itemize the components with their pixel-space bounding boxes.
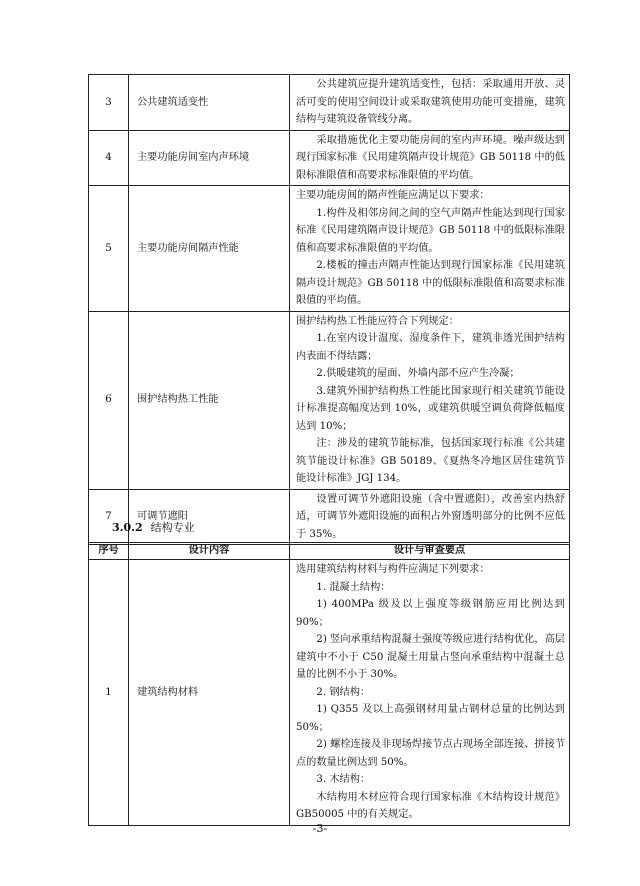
requirement-line: 1) Q355 及以上高强钢材用量占钢材总量的比例达到 50%； bbox=[296, 704, 565, 733]
design-content-cell: 主要功能房间隔声性能 bbox=[129, 186, 290, 312]
requirement-line: 注：涉及的建筑节能标准，包括国家现行标准《公共建筑节能设计标准》GB 50189、《夏热冬冷地区居住建筑节能设计标准》JGJ 134。 bbox=[296, 438, 565, 484]
requirement-line: 2.楼板的撞击声隔声性能达到现行国家标准《民用建筑隔声设计规范》GB 50118 中的低限标准限值和高要求标准限值的平均值。 bbox=[296, 260, 565, 306]
review-points-cell bbox=[290, 311, 570, 489]
table-row bbox=[89, 311, 570, 489]
table-row bbox=[89, 130, 570, 186]
review-points-cell bbox=[290, 75, 570, 131]
review-points-cell bbox=[290, 489, 570, 545]
requirement-line: 公共建筑应提升建筑适变性，包括：采取通用开放、灵活可变的使用空间设计或采取建筑使用功能可变措施，建筑结构与建筑设备管线分离。 bbox=[296, 79, 565, 125]
requirement-line: 3. 木结构： bbox=[316, 774, 371, 785]
row-number: 7 bbox=[89, 489, 129, 545]
requirement-line: 1) 400MPa 级及以上强度等级钢筋应用比例达到 90%； bbox=[296, 599, 565, 628]
requirement-line: 主要功能房间的隔声性能应满足以下要求： bbox=[296, 190, 490, 201]
header-design-content: 设计内容 bbox=[129, 543, 290, 560]
section-heading bbox=[112, 519, 195, 535]
design-content-cell: 可调节遮阳 bbox=[129, 489, 290, 545]
review-points-cell bbox=[290, 130, 570, 186]
table-row bbox=[89, 75, 570, 131]
design-content-cell: 公共建筑适变性 bbox=[129, 75, 290, 131]
review-points-cell bbox=[290, 560, 570, 826]
design-content-cell: 主要功能房间室内声环境 bbox=[129, 130, 290, 186]
table-row bbox=[89, 186, 570, 312]
page-number: -3- bbox=[312, 822, 328, 835]
requirement-line: 2) 螺栓连接及非现场焊接节点占现场全部连接、拼接节点的数量比例达到 50%。 bbox=[296, 739, 565, 768]
review-points-cell bbox=[290, 186, 570, 312]
requirement-line: 围护结构热工性能应符合下列规定： bbox=[296, 315, 459, 327]
row-number: 6 bbox=[89, 311, 129, 489]
requirements-table-continued bbox=[88, 74, 570, 545]
requirement-line: 采取措施优化主要功能房间的室内声环境。噪声级达到现行国家标准《民用建筑隔声设计规范》GB 50118 中的低限标准限值和高要求标准限值的平均值。 bbox=[296, 134, 565, 181]
row-number: 3 bbox=[89, 75, 129, 131]
table-row bbox=[89, 489, 570, 545]
header-no: 序号 bbox=[89, 543, 129, 560]
requirement-line: 3.建筑外围护结构热工性能比国家现行相关建筑节能设计标准提高幅度达到 10%，或建筑供暖空调负荷降低幅度达到 10%； bbox=[296, 385, 565, 432]
requirement-line: 1. 混凝土结构： bbox=[316, 581, 391, 593]
requirement-line: 选用建筑结构材料与构件应满足下列要求： bbox=[296, 564, 490, 575]
requirement-line: 1.构件及相邻房间之间的空气声隔声性能达到现行国家标准《民用建筑隔声设计规范》GB 50118 中的低限标准限值和高要求标准限值的平均值。 bbox=[296, 207, 565, 254]
requirement-line: 1.在室内设计温度、湿度条件下，建筑非透光围护结构内表面不得结露； bbox=[296, 333, 565, 362]
requirement-line: 2.供暖建筑的屋面、外墙内部不应产生冷凝； bbox=[316, 368, 520, 379]
requirement-line: 2) 竖向承重结构混凝土强度等级应进行结构优化，高层建筑中不小于 C50 混凝土用量占竖向承重结构中混凝土总量的比例不小于 30%。 bbox=[296, 634, 565, 680]
section-number: 3.0.2 bbox=[112, 521, 143, 534]
row-number: 5 bbox=[89, 186, 129, 312]
design-content-cell: 建筑结构材料 bbox=[129, 560, 290, 826]
table-header-row bbox=[89, 543, 570, 560]
design-content-cell: 围护结构热工性能 bbox=[129, 311, 290, 489]
row-number: 4 bbox=[89, 130, 129, 186]
row-number: 1 bbox=[89, 560, 129, 826]
section-title-text: 结构专业 bbox=[150, 521, 195, 534]
requirement-line: 设置可调节外遮阳设施（含中置遮阳），改善室内热舒适，可调节外遮阳设施的面积占外窗透明部分的比例不应低于 35%。 bbox=[296, 493, 565, 540]
table-row bbox=[89, 560, 570, 826]
requirement-line: 木结构用木材应符合现行国家标准《木结构设计规范》GB50005 中的有关规定。 bbox=[296, 791, 565, 820]
structure-requirements-table bbox=[88, 542, 570, 826]
requirement-line: 2. 钢结构： bbox=[316, 686, 371, 698]
header-review-points: 设计与审查要点 bbox=[290, 543, 570, 560]
